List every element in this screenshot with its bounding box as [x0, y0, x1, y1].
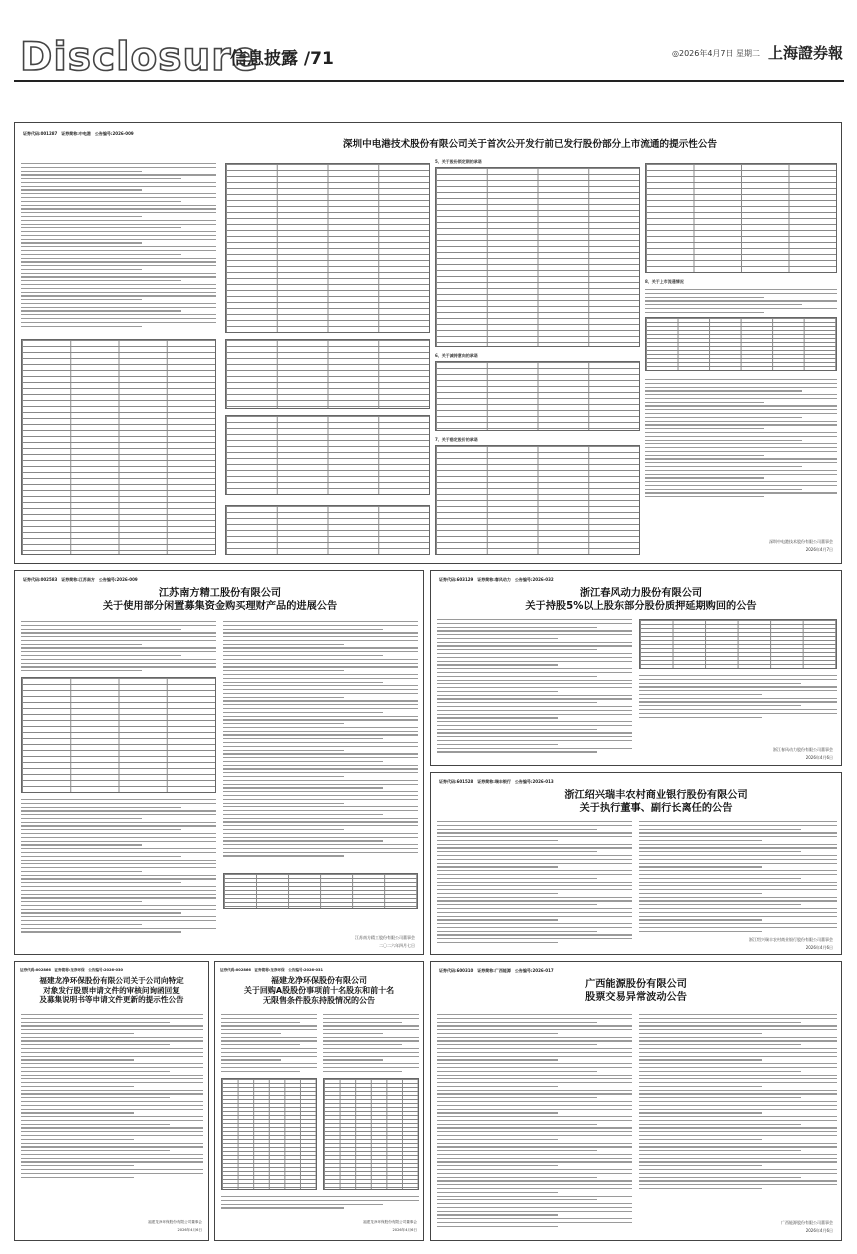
- notice-jiangsu-nanfang: [14, 570, 424, 955]
- section-heading: 8、关于上市流通情况: [645, 279, 684, 284]
- notice-table: [639, 619, 837, 669]
- notice-date: 2026年4月6日: [805, 945, 833, 950]
- notice-signer: 深圳中电港技术股份有限公司董事会: [769, 539, 833, 544]
- section-title: 信息披露 /71: [230, 49, 334, 69]
- notice-code: 证券代码:600310 证券简称:广西能源 公告编号:2026-017: [439, 968, 554, 973]
- notice-title: 广西能源股份有限公司 股票交易异常波动公告: [585, 979, 687, 1004]
- notice-body-col2: [639, 1014, 837, 1192]
- notice-body-col2: [639, 675, 837, 720]
- notice-title: 福建龙净环保股份有限公司关于公司向特定 对象发行股票申请文件的审核问询函回复 及募集说明书等申请文件更新的提示性公告: [39, 976, 184, 1005]
- notice-table: [225, 505, 430, 555]
- notice-signer: 江苏南方精工股份有限公司董事会: [355, 935, 415, 940]
- notice-date: 2026年4月6日: [805, 755, 833, 760]
- notice-table: [225, 339, 430, 409]
- notice-body-col1: [21, 621, 216, 674]
- notice-body-col1: [221, 1014, 317, 1075]
- notice-table: [645, 317, 837, 371]
- notice-code: 证券代码:002583 证券简称:江苏南方 公告编号:2026-009: [23, 577, 138, 582]
- notice-title: 江苏南方精工股份有限公司 关于使用部分闲置募集资金购买理财产品的进展公告: [102, 588, 338, 613]
- notice-date: 2026年4月6日: [805, 1228, 833, 1233]
- masthead: [0, 35, 857, 80]
- notice-longking-buyback: [214, 961, 424, 1241]
- notice-body-col1b: [21, 799, 216, 935]
- notice-body-col2: [639, 821, 837, 934]
- notice-body-col2: [223, 621, 418, 859]
- notice-table: [21, 677, 216, 793]
- notice-title: 深圳中电港技术股份有限公司关于首次公开发行前已发行股份部分上市流通的提示性公告: [342, 139, 718, 150]
- notice-title: 浙江绍兴瑞丰农村商业银行股份有限公司 关于执行董事、副行长离任的公告: [564, 790, 748, 815]
- notice-body: [21, 1014, 203, 1180]
- notice-body-col2: [323, 1014, 419, 1075]
- section-heading: 7、关于稳定股价的承诺: [435, 437, 478, 442]
- notice-title: 浙江春风动力股份有限公司 关于持股5%以上股东部分股份质押延期购回的公告: [525, 588, 757, 613]
- notice-code: 证券代码:002866 证券简称:龙净环保 公告编号:2026-031: [220, 968, 323, 972]
- notice-table: [435, 167, 640, 347]
- notice-guangxi-energy: [430, 961, 842, 1241]
- notice-code: 证券代码:001287 证券简称:中电港 公告编号:2026-009: [23, 131, 134, 136]
- disclosure-logo: Disclosure: [20, 35, 259, 80]
- notice-table: [435, 445, 640, 555]
- notice-ruifeng-bank: [430, 772, 842, 955]
- notice-longking-inquiry: [14, 961, 209, 1241]
- notice-table: [221, 1078, 317, 1190]
- notice-body-col1: [437, 821, 632, 946]
- notice-code: 证券代码:603129 证券简称:春风动力 公告编号:2026-032: [439, 577, 554, 582]
- notice-table: [225, 415, 430, 495]
- masthead-rule: [14, 80, 844, 82]
- notice-body-col1: [437, 619, 632, 755]
- newspaper-name: 上海證券報: [768, 44, 844, 62]
- notice-table: [435, 361, 640, 431]
- notice-signer: 广西能源股份有限公司董事会: [781, 1220, 833, 1225]
- notice-signer: 福建龙净环保股份有限公司董事会: [363, 1220, 417, 1224]
- notice-table: [21, 339, 216, 555]
- notice-body-col1: [437, 1014, 632, 1230]
- notice-date: 二〇二六年四月七日: [379, 943, 415, 948]
- notice-table: [645, 163, 837, 273]
- notice-zhongdiangang: [14, 122, 842, 564]
- notice-body-col1: [21, 163, 216, 329]
- notice-date: 2026年4月7日: [805, 547, 833, 552]
- section-heading: 5、关于股份锁定期的承诺: [435, 159, 482, 164]
- notice-title: 福建龙净环保股份有限公司 关于回购A股股份事项前十名股东和前十名 无限售条件股东持股情况的公告: [243, 976, 395, 1006]
- notice-date: 2026年4月6日: [177, 1228, 202, 1232]
- issue-date: ◎2026年4月7日 星期二: [672, 49, 761, 58]
- notice-table: [323, 1078, 419, 1190]
- notice-date: 2026年4月6日: [392, 1228, 417, 1232]
- notice-table: [225, 163, 430, 333]
- section-heading: 6、关于减持意向的承诺: [435, 353, 478, 358]
- notice-code: 证券代码:002866 证券简称:龙净环保 公告编号:2026-030: [20, 968, 123, 972]
- notice-code: 证券代码:601528 证券简称:瑞丰银行 公告编号:2026-013: [439, 779, 554, 784]
- notice-body-foot: [221, 1196, 419, 1211]
- notice-signer: 福建龙净环保股份有限公司董事会: [148, 1220, 202, 1224]
- notice-signer: 浙江春风动力股份有限公司董事会: [773, 747, 833, 752]
- notice-signer: 浙江绍兴瑞丰农村商业银行股份有限公司董事会: [749, 937, 833, 942]
- notice-cfmoto: [430, 570, 842, 766]
- notice-table: [223, 873, 418, 909]
- notice-body-col4b: [645, 379, 837, 500]
- notice-body-col4: [645, 289, 837, 315]
